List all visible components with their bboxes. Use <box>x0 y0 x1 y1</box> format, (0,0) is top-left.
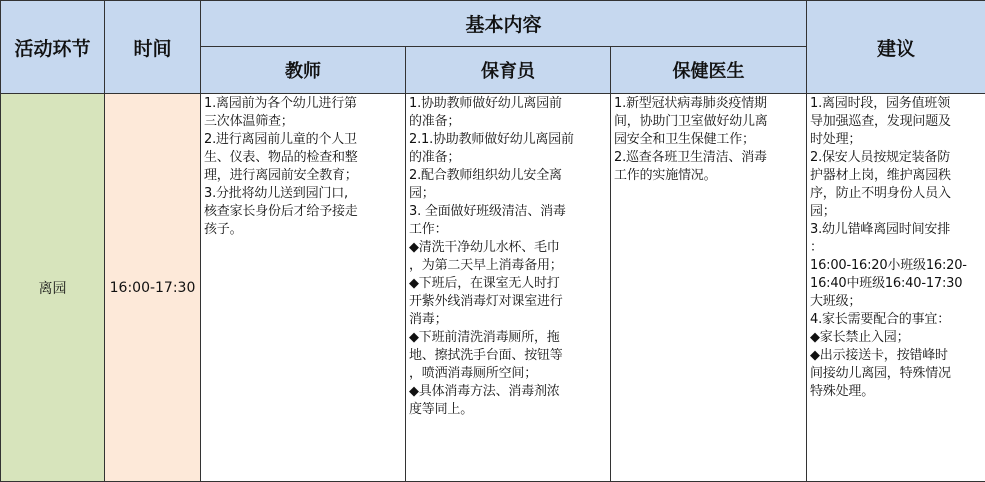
text-line: 3.幼儿错峰离园时间安排 <box>810 221 982 239</box>
text-line: 的准备； <box>409 149 607 167</box>
text-line: 大班级； <box>810 293 982 311</box>
text-line: 序，防止不明身份人员入 <box>810 185 982 203</box>
text-line: 生、仪表、物品的检查和整 <box>204 149 402 167</box>
cell-caretaker[interactable] <box>406 94 611 482</box>
text-line: 地、擦拭洗手台面、按钮等 <box>409 347 607 365</box>
header-advice[interactable]: 建议 <box>807 1 985 94</box>
text-line: 的准备； <box>409 113 607 131</box>
cell-time[interactable]: 16:00-17:30 <box>105 94 201 482</box>
text-line: 三次体温筛查； <box>204 113 402 131</box>
text-line: 2.1.协助教师做好幼儿离园前 <box>409 131 607 149</box>
text-line: 导加强巡查，发现问题及 <box>810 113 982 131</box>
header-doctor[interactable]: 保健医生 <box>611 47 807 94</box>
text-line: 园； <box>409 185 607 203</box>
text-line: ◆下班前清洗消毒厕所，拖 <box>409 329 607 347</box>
cell-teacher[interactable] <box>201 94 406 482</box>
text-line: ◆出示接送卡，按错峰时 <box>810 347 982 365</box>
text-line: 核查家长身份后才给予接走 <box>204 203 402 221</box>
text-line: 4.家长需要配合的事宜： <box>810 311 982 329</box>
text-line: ： <box>810 239 982 257</box>
text-line: 2.进行离园前儿童的个人卫 <box>204 131 402 149</box>
text-line: 16:40中班级16:40-17:30 <box>810 275 982 293</box>
text-line: 消毒； <box>409 311 607 329</box>
text-line: 1.新型冠状病毒肺炎疫情期 <box>614 95 803 113</box>
text-line: 工作的实施情况。 <box>614 167 803 185</box>
text-line: 3.分批将幼儿送到园门口, <box>204 185 402 203</box>
cell-doctor[interactable] <box>611 94 807 482</box>
teacher-text <box>201 94 405 239</box>
cell-activity[interactable]: 离园 <box>1 94 105 482</box>
text-line: 16:00-16:20小班级16:20- <box>810 257 982 275</box>
text-line: 护器材上岗，维护离园秩 <box>810 167 982 185</box>
text-line: 1.协助教师做好幼儿离园前 <box>409 95 607 113</box>
header-basic-content[interactable]: 基本内容 <box>201 1 807 47</box>
text-line: 特殊处理。 <box>810 383 982 401</box>
text-line: ◆具体消毒方法、消毒剂浓 <box>409 383 607 401</box>
text-line: 园； <box>810 203 982 221</box>
text-line: 理，进行离园前安全教育； <box>204 167 402 185</box>
text-line: 间，协助门卫室做好幼儿离 <box>614 113 803 131</box>
text-line: ，为第二天早上消毒备用； <box>409 257 607 275</box>
header-time[interactable]: 时间 <box>105 1 201 94</box>
text-line: 2.保安人员按规定装备防 <box>810 149 982 167</box>
text-line: 工作： <box>409 221 607 239</box>
text-line: 1.离园时段，园务值班领 <box>810 95 982 113</box>
text-line: 2.巡查各班卫生清洁、消毒 <box>614 149 803 167</box>
header-caretaker[interactable]: 保育员 <box>406 47 611 94</box>
text-line: ◆清洗干净幼儿水杯、毛巾 <box>409 239 607 257</box>
text-line: 1.离园前为各个幼儿进行第 <box>204 95 402 113</box>
text-line: 3. 全面做好班级清洁、消毒 <box>409 203 607 221</box>
text-line: ◆下班后，在课室无人时打 <box>409 275 607 293</box>
header-teacher[interactable]: 教师 <box>201 47 406 94</box>
text-line: 时处理； <box>810 131 982 149</box>
text-line: ◆家长禁止入园； <box>810 329 982 347</box>
text-line: 园安全和卫生保健工作； <box>614 131 803 149</box>
caretaker-text <box>406 94 610 419</box>
advice-text <box>807 94 985 401</box>
text-line: ，喷洒消毒厕所空间； <box>409 365 607 383</box>
text-line: 间接幼儿离园，特殊情况 <box>810 365 982 383</box>
text-line: 2.配合教师组织幼儿安全离 <box>409 167 607 185</box>
text-line: 开紫外线消毒灯对课室进行 <box>409 293 607 311</box>
header-activity[interactable]: 活动环节 <box>1 1 105 94</box>
cell-advice[interactable] <box>807 94 985 482</box>
text-line: 孩子。 <box>204 221 402 239</box>
doctor-text <box>611 94 806 185</box>
text-line: 度等同上。 <box>409 401 607 419</box>
